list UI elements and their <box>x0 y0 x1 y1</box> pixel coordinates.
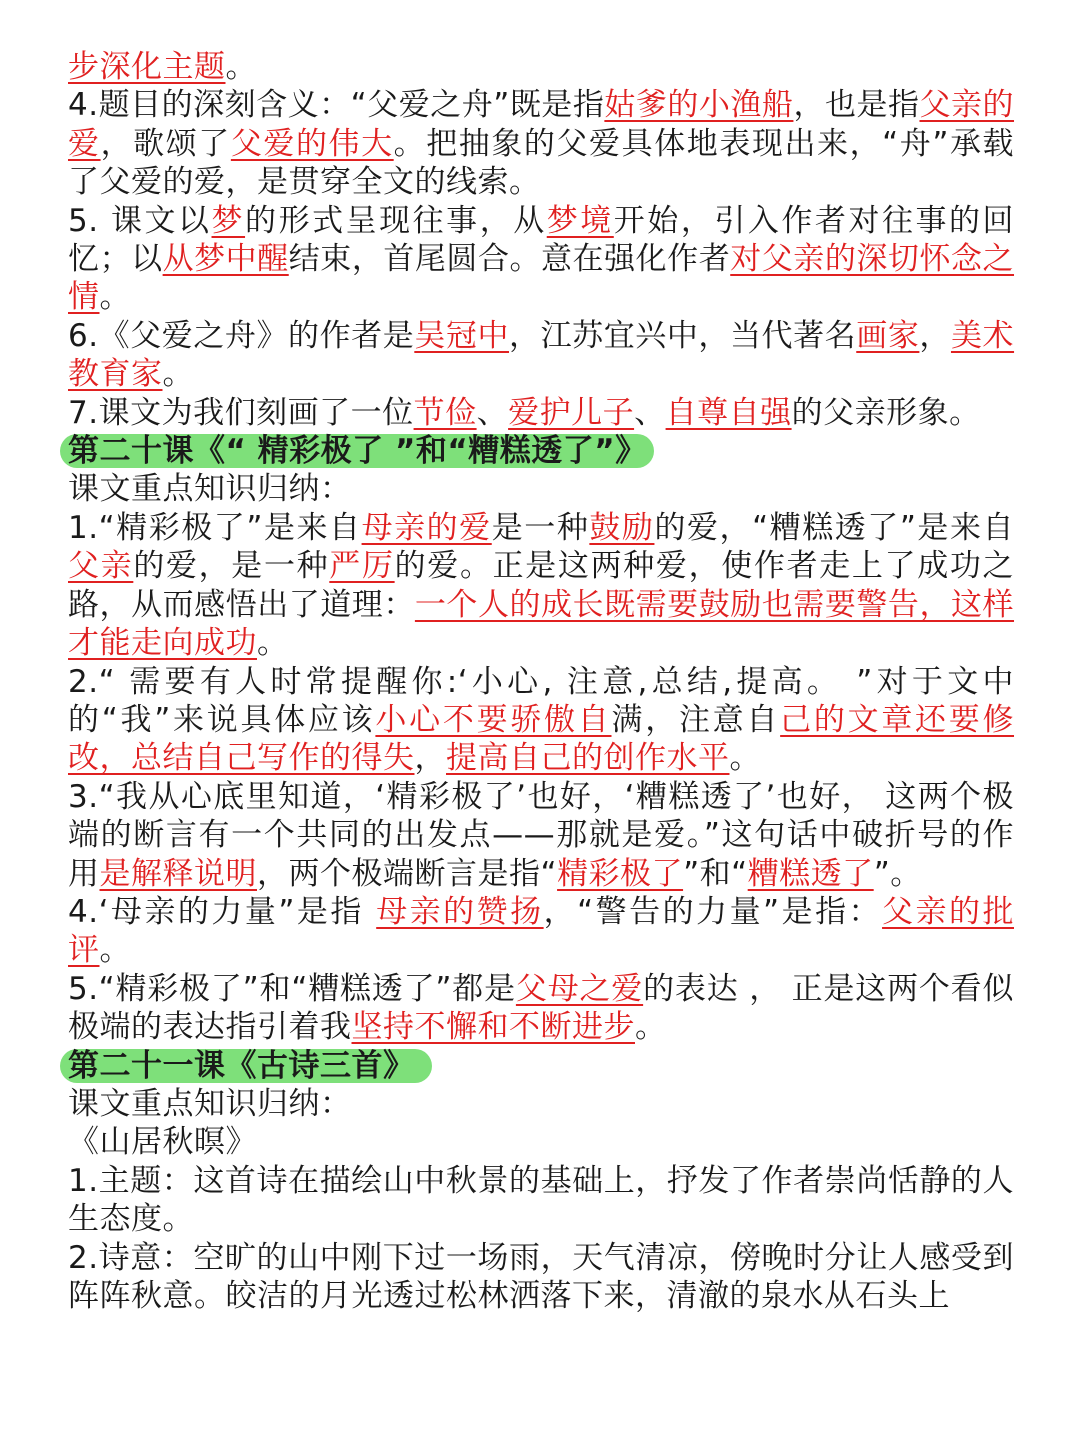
text-segment: ，江苏宜兴中，当代著名 <box>509 317 857 354</box>
highlighted-answer: 坚持不懈和不断进步 <box>351 1009 635 1046</box>
highlighted-answer: 是解释说明 <box>99 855 257 892</box>
highlighted-answer: 步深化主题 <box>68 49 226 85</box>
note-paragraph <box>68 509 1014 663</box>
note-paragraph <box>68 663 1014 778</box>
text-segment: 。 <box>162 356 194 393</box>
text-segment: 的父亲形象。 <box>791 394 981 431</box>
text-segment: 1.“精彩极了”是来自 <box>68 509 362 546</box>
text-segment: 的爱，“糟糕透了”是来自 <box>654 509 1015 546</box>
text-segment: 的爱。正是这两种爱，使作者走上了成功之路，从而感悟出了道理： <box>68 548 1015 623</box>
highlighted-answer: 节俭 <box>413 394 477 431</box>
highlighted-answer: 梦境 <box>546 202 614 239</box>
text-segment: ，两个极端断言是指“ <box>257 855 558 892</box>
text-segment: ”和“ <box>683 855 748 892</box>
text-segment: ，也是指 <box>793 87 920 124</box>
text-segment: 。 <box>99 279 131 316</box>
text-segment: 开始，引入作者对往事的回忆；以 <box>68 202 1015 278</box>
highlighted-answer: 美术教育家 <box>68 317 1015 393</box>
text-segment: 满，注意自 <box>611 701 781 738</box>
highlighted-answer: 姑爹的小渔船 <box>604 87 794 124</box>
text-segment: 4.题目的深刻含义：“父爱之舟”既是指 <box>68 87 605 124</box>
lesson21-heading <box>68 1047 1014 1085</box>
highlighted-answer: 父母之爱 <box>515 970 644 1007</box>
highlighted-answer: 对父亲的深切怀念之情 <box>68 241 1015 316</box>
highlighted-answer: 父亲的爱 <box>68 87 1015 162</box>
lesson20-heading-text: 第二十课《“ 精彩极了 ”和“糟糕透了”》 <box>68 433 647 470</box>
document-page <box>68 48 1014 1315</box>
highlighted-answer: 母亲的赞扬 <box>376 893 544 930</box>
text-segment: 。 <box>635 1009 667 1046</box>
text-segment: 。 <box>257 625 289 662</box>
poem-title: 《山居秋暝》 <box>68 1124 257 1161</box>
poem-point-meaning: 2.诗意：空旷的山中刚下过一场雨，天气清凉，傍晚时分让人感受到阵阵秋意。皎洁的月光透过松林洒落下来，清澈的泉水从石头上 <box>68 1239 1014 1314</box>
highlighted-answer: 从梦中醒 <box>162 241 289 278</box>
highlighted-answer: 爱护儿子 <box>508 394 635 431</box>
highlighted-answer: 糟糕透了 <box>747 855 874 892</box>
note-paragraph <box>68 394 1014 432</box>
note-paragraph <box>68 778 1014 893</box>
note-paragraph <box>68 970 1014 1047</box>
text-segment: 。 <box>225 49 257 85</box>
highlighted-answer: 吴冠中 <box>414 317 510 354</box>
text-segment: 6.《父爱之舟》的作者是 <box>68 317 415 354</box>
text-segment: ， <box>919 317 951 354</box>
lesson20-heading <box>68 432 1014 470</box>
highlighted-answer: 父爱的伟大 <box>230 125 394 162</box>
text-segment: 、 <box>476 394 509 431</box>
text-segment: 。 <box>729 740 761 777</box>
text-segment: 5.“精彩极了”和“糟糕透了”都是 <box>68 970 516 1007</box>
poem-point-theme: 1.主题：这首诗在描绘山中秋景的基础上，抒发了作者崇尚恬静的人生态度。 <box>68 1162 1014 1238</box>
lesson20-intro: 课文重点知识归纳： <box>68 471 352 508</box>
highlighted-answer: 小心不要骄傲自 <box>375 701 612 738</box>
lesson21-intro: 课文重点知识归纳： <box>68 1085 352 1122</box>
highlighted-answer: 父亲 <box>68 548 134 585</box>
text-segment: 。把抽象的父爱具体地表现出来，“舟”承载了父爱的爱，是贯穿全文的线索。 <box>68 125 1015 201</box>
text-segment: ”。 <box>873 855 922 892</box>
text-segment: ，“警告的力量”是指： <box>543 893 883 930</box>
highlighted-answer: 母亲的爱 <box>361 509 492 546</box>
highlighted-answer: 严厉 <box>329 548 395 585</box>
note-paragraph <box>68 202 1014 317</box>
highlighted-answer: 己的文章还要修改，总结自己写作的得失 <box>68 701 1015 777</box>
highlighted-answer: 精彩极了 <box>557 855 684 892</box>
highlighted-answer: 梦 <box>211 202 246 239</box>
highlighted-answer: 鼓励 <box>589 509 655 546</box>
text-segment: 是一种 <box>491 509 590 546</box>
text-segment: 的表达 ， 正是这两个看似极端的表达指引着我 <box>68 970 1014 1046</box>
text-segment: 的爱，是一种 <box>133 548 330 585</box>
note-paragraph <box>68 86 1014 201</box>
highlighted-answer: 提高自己的创作水平 <box>446 740 730 777</box>
note-paragraph <box>68 48 1014 86</box>
highlighted-answer: 画家 <box>856 317 920 354</box>
text-segment: 。 <box>99 932 131 969</box>
text-segment: 4.‘母亲的力量”是指 <box>68 893 377 930</box>
text-segment: 结束，首尾圆合。意在强化作者 <box>288 241 731 278</box>
highlighted-answer: 自尊自强 <box>665 394 792 431</box>
text-segment: 7.课文为我们刻画了一位 <box>68 394 414 431</box>
lesson20-notes <box>68 509 1014 1047</box>
text-segment: ，歌颂了 <box>100 125 231 162</box>
highlighted-answer: 父亲的批评 <box>68 893 1014 969</box>
text-segment: 、 <box>634 394 666 431</box>
text-segment: 5. 课文以 <box>68 202 212 239</box>
highlighted-answer: 一个人的成长既需要鼓励也需要警告，这样才能走向成功 <box>68 586 1015 662</box>
note-paragraph <box>68 317 1014 394</box>
note-paragraph <box>68 893 1014 970</box>
text-segment: 2.“ 需要有人时常提醒你:‘小心, 注意,总结,提高。 ”对于文中的“我”来说具体应该 <box>68 663 1014 738</box>
lesson21-heading-text: 第二十一课《古诗三首》 <box>68 1047 415 1084</box>
lesson19-notes <box>68 48 1014 432</box>
text-segment: 3.“我从心底里知道，‘精彩极了’也好，‘糟糕透了’也好， 这两个极端的断言有一个共同的出发点——那就是爱。”这句话中破折号的作用 <box>68 778 1014 892</box>
text-segment: 的形式呈现往事，从 <box>245 202 547 239</box>
text-segment: ， <box>414 740 446 777</box>
